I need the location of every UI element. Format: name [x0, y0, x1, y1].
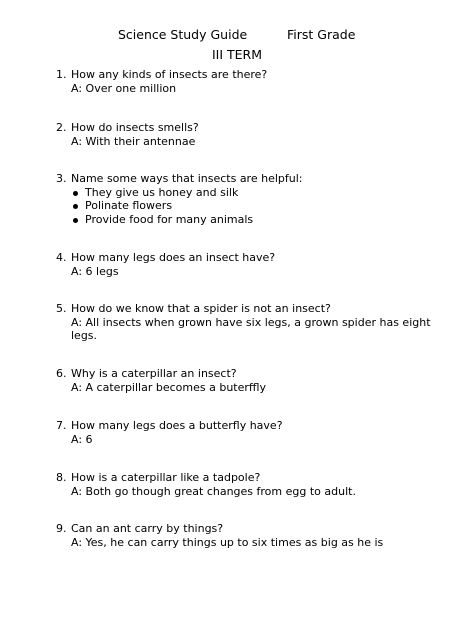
question-number: 5.	[56, 302, 67, 315]
question-text: How do insects smells?	[71, 121, 199, 134]
question-number: 6.	[56, 367, 67, 380]
bullet-item	[71, 186, 451, 200]
answer-text: A: Yes, he can carry things up to six times as big as he is	[71, 535, 384, 549]
answer-text: A: 6 legs	[71, 264, 119, 278]
bullet-icon	[73, 204, 78, 209]
bullet-text: They give us honey and silk	[85, 185, 239, 199]
page-title: Science Study Guide	[118, 27, 248, 42]
answer-text: A: Over one million	[71, 81, 177, 95]
bullet-icon	[73, 218, 78, 223]
bullet-item	[71, 213, 451, 227]
term-label: III TERM	[211, 47, 263, 62]
answer-text: A: A caterpillar becomes a buterffly	[71, 380, 267, 394]
answer-text: A: With their antennae	[71, 134, 196, 148]
question-number: 8.	[56, 471, 67, 484]
answer-text: A: All insects when grown have six legs, a grown spider has eight legs.	[71, 315, 431, 342]
question-text: How many legs does an insect have?	[71, 251, 276, 264]
header	[0, 27, 474, 43]
bullet-text: Provide food for many animals	[85, 212, 254, 226]
answer-text: A: 6	[71, 432, 93, 446]
question-text: How is a caterpillar like a tadpole?	[71, 471, 261, 484]
question-number: 2.	[56, 121, 67, 134]
question-text: Why is a caterpillar an insect?	[71, 367, 237, 380]
question-text: How many legs does a butterfly have?	[71, 419, 283, 432]
bullet-item	[71, 199, 451, 213]
question-number: 9.	[56, 522, 67, 535]
question-text: How do we know that a spider is not an insect?	[71, 302, 331, 315]
question-number: 3.	[56, 172, 67, 185]
question-text: Can an ant carry by things?	[71, 522, 224, 535]
question-number: 7.	[56, 419, 67, 432]
question-number: 1.	[56, 68, 67, 81]
grade-label: First Grade	[287, 27, 356, 42]
bullet-icon	[73, 191, 78, 196]
question-text: How any kinds of insects are there?	[71, 68, 268, 81]
question-text: Name some ways that insects are helpful:	[71, 172, 303, 185]
question-number: 4.	[56, 251, 67, 264]
bullet-list	[71, 186, 451, 227]
answer-text: A: Both go though great changes from egg to adult.	[71, 484, 356, 498]
bullet-text: Polinate flowers	[85, 199, 173, 212]
